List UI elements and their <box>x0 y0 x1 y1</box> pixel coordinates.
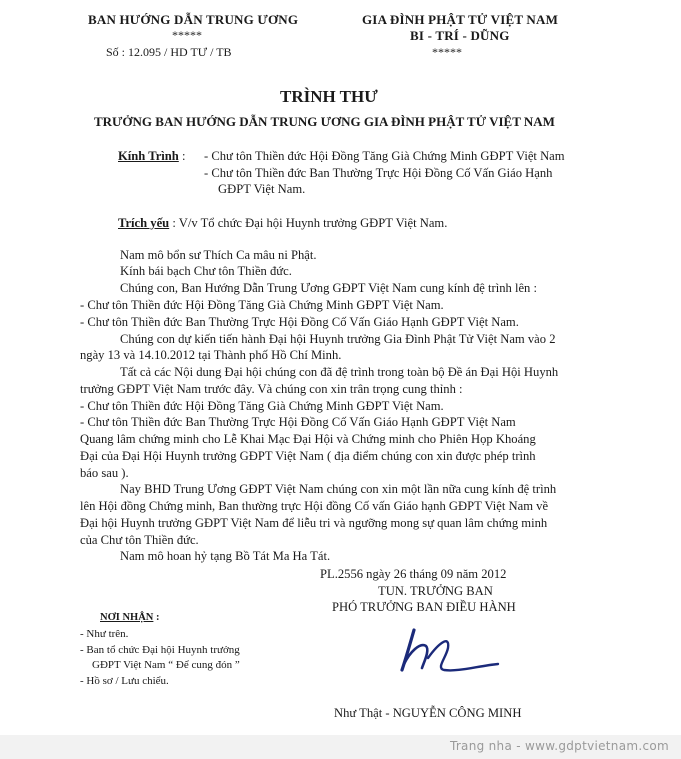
addressee-label-text: Kính Trình <box>118 149 179 163</box>
body-line: - Chư tôn Thiền đức Ban Thường Trực Hội Đồng Cố Vấn Giáo Hạnh GĐPT Việt Nam <box>80 415 516 429</box>
addressee-line-2: - Chư tôn Thiền đức Ban Thường Trực Hội Đồng Cố Vấn Giáo Hạnh <box>204 166 553 180</box>
signature-position: PHÓ TRƯỞNG BAN ĐIỀU HÀNH <box>332 600 516 614</box>
recipient-item: - Hồ sơ / Lưu chiểu. <box>80 675 169 687</box>
recipients-label-text: NƠI NHẬN <box>100 612 154 623</box>
body-line: Nay BHD Trung Ương GĐPT Việt Nam chúng con xin một lần nữa cung kính đệ trình <box>120 482 557 496</box>
body-line: Tất cả các Nội dung Đại hội chúng con đã đệ trình trong toàn bộ Đề án Đại Hội Huynh <box>120 365 559 379</box>
recipients-colon: : <box>153 612 160 623</box>
document-title: TRÌNH THƯ <box>280 87 378 106</box>
site-credit: Trang nha - www.gdptvietnam.com <box>449 739 669 753</box>
recipient-item: - Như trên. <box>80 628 129 640</box>
recipients-label <box>100 612 160 623</box>
signature-date: PL.2556 ngày 26 tháng 09 năm 2012 <box>320 567 507 581</box>
body-line: lên Hội đồng Chứng minh, Ban thường trực Hội đồng Cố vấn Giáo hạnh GĐPT Việt Nam về <box>80 499 549 513</box>
body-line: Chúng con, Ban Hướng Dẫn Trung Ương GĐPT Việt Nam cung kính đệ trình lên : <box>120 281 537 295</box>
body-line: báo sau ). <box>80 466 129 480</box>
organization-name: GIA ĐÌNH PHẬT TỬ VIỆT NAM <box>362 12 559 27</box>
signer-name: Như Thật - NGUYỄN CÔNG MINH <box>334 706 522 720</box>
signature-on-behalf: TUN. TRƯỞNG BAN <box>378 584 493 598</box>
body-line: Quang lâm chứng minh cho Lễ Khai Mạc Đại Hội và Chứng minh cho Phiên Họp Khoáng <box>80 432 536 446</box>
body-line: Nam mô bổn sư Thích Ca mâu ni Phật. <box>120 248 317 262</box>
body-line: Đại hội Huynh trưởng GĐPT Việt Nam để liễu tri và ngưỡng mong sự quan lâm chứng minh <box>80 516 548 530</box>
body-line: Kính bái bạch Chư tôn Thiền đức. <box>120 264 292 278</box>
subject-text: : V/v Tổ chức Đại hội Huynh trưởng GĐPT Việt Nam. <box>169 216 448 230</box>
body-line: Chúng con dự kiến tiến hành Đại hội Huynh trưởng Gia Đình Phật Tử Việt Nam vào 2 <box>120 332 556 346</box>
organization-motto: BI - TRÍ - DŨNG <box>410 28 510 43</box>
body-line: - Chư tôn Thiền đức Ban Thường Trực Hội Đồng Cố Vấn Giáo Hạnh GĐPT Việt Nam. <box>80 315 519 329</box>
body-line: Đại của Đại Hội Huynh trưởng GĐPT Việt Nam ( địa điểm chúng con xin được phép trình <box>80 449 536 463</box>
body-line: Nam mô hoan hỷ tạng Bồ Tát Ma Ha Tát. <box>120 549 331 563</box>
addressee-line-3: GĐPT Việt Nam. <box>218 182 306 196</box>
body-line: của Chư tôn Thiền đức. <box>80 533 199 547</box>
issuer-stars: ***** <box>172 28 202 42</box>
footer-bar <box>0 735 681 759</box>
subject-line <box>118 216 447 231</box>
document-subtitle: TRƯỞNG BAN HƯỚNG DẪN TRUNG ƯƠNG GIA ĐÌNH PHẬT TỬ VIỆT NAM <box>94 114 555 129</box>
subject-label: Trích yếu <box>118 216 170 230</box>
addressee-line-1: - Chư tôn Thiền đức Hội Đồng Tăng Già Chứng Minh GĐPT Việt Nam <box>204 149 565 163</box>
reference-number: Số : 12.095 / HD TƯ / TB <box>106 45 232 59</box>
addressee-colon: : <box>178 149 186 163</box>
handwritten-signature <box>398 626 510 682</box>
body-line: ngày 13 và 14.10.2012 tại Thành phố Hồ Chí Minh. <box>80 348 342 362</box>
issuing-organization: BAN HƯỚNG DẪN TRUNG ƯƠNG <box>88 12 299 27</box>
body-line: trưởng GĐPT Việt Nam trước đây. Và chúng con xin trân trọng cung thỉnh : <box>80 382 463 396</box>
body-line: - Chư tôn Thiền đức Hội Đồng Tăng Già Chứng Minh GĐPT Việt Nam. <box>80 298 444 312</box>
organization-stars: ***** <box>432 45 462 59</box>
recipient-item: - Ban tổ chức Đại hội Huynh trưởng <box>80 644 240 656</box>
recipient-item: GĐPT Việt Nam “ Để cung đón ” <box>92 659 240 671</box>
body-line: - Chư tôn Thiền đức Hội Đồng Tăng Già Chứng Minh GĐPT Việt Nam. <box>80 399 444 413</box>
addressee-label <box>118 149 185 164</box>
